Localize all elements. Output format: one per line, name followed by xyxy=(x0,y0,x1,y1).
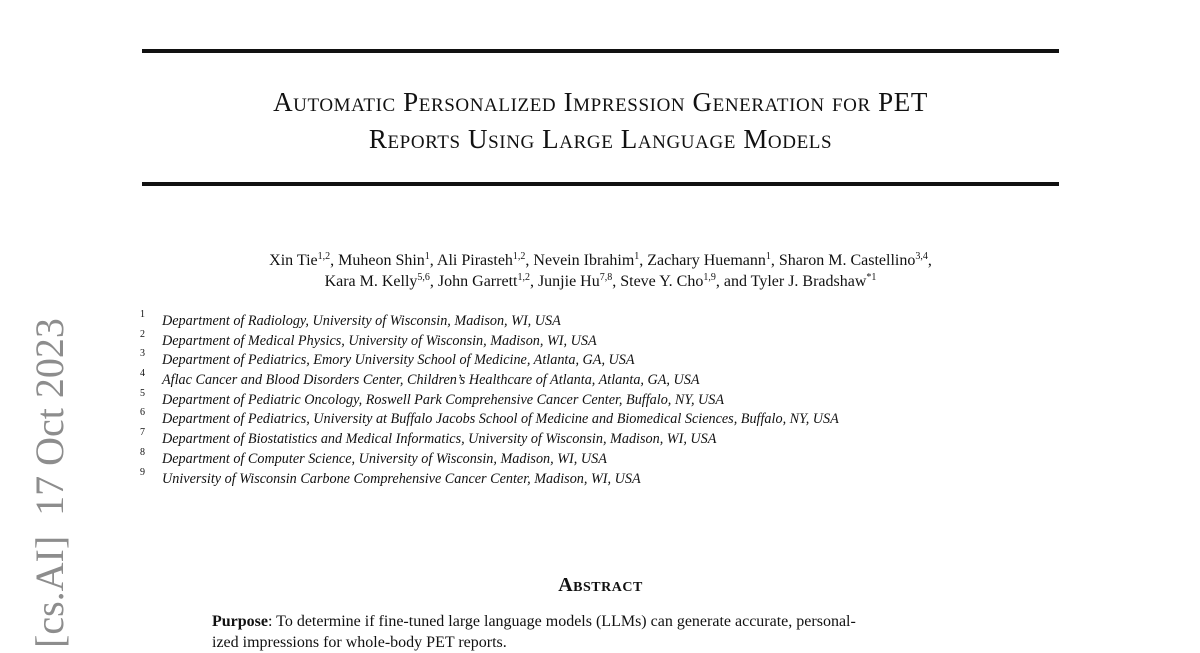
purpose-text-line-1: : To determine if fine-tuned large language models (LLMs) can generate accurate, personal- xyxy=(268,613,856,630)
author-name: John Garrett xyxy=(437,273,518,290)
author-name: Xin Tie xyxy=(269,252,318,269)
author-separator: , xyxy=(429,252,437,269)
affiliation-text: Department of Computer Science, University of Wisconsin, Madison, WI, USA xyxy=(162,450,607,467)
purpose-text-line-2: ized impressions for whole-body PET reports. xyxy=(212,634,507,651)
affiliation-text: University of Wisconsin Carbone Comprehensive Cancer Center, Madison, WI, USA xyxy=(162,470,641,487)
author-separator: , xyxy=(612,273,621,290)
author-name: Steve Y. Cho xyxy=(620,273,704,290)
arxiv-stamp: [cs.AI] 17 Oct 2023 xyxy=(27,318,72,648)
author-name: Ali Pirasteh xyxy=(436,252,513,269)
affiliation-text: Department of Pediatrics, Emory University School of Medicine, Atlanta, GA, USA xyxy=(162,352,635,369)
purpose-label: Purpose xyxy=(212,613,268,630)
affiliation-item xyxy=(140,368,1140,392)
author-name: Muheon Shin xyxy=(338,252,425,269)
author-affiliation-marker: 3,4 xyxy=(915,251,928,262)
affiliation-text: Department of Pediatrics, University at Buffalo Jacobs School of Medicine and Biomedical Sciences, Buffalo, NY, USA xyxy=(162,411,839,428)
affiliation-text: Department of Biostatistics and Medical Informatics, University of Wisconsin, Madison, WI, USA xyxy=(162,431,717,448)
affiliation-item xyxy=(140,446,1140,471)
title-top-rule xyxy=(142,49,1059,53)
author-affiliation-marker: 5,6 xyxy=(417,272,430,283)
affiliation-item xyxy=(140,427,1140,451)
author-separator: , xyxy=(429,273,438,290)
author-separator: , xyxy=(927,252,932,269)
author-separator: , xyxy=(525,252,534,269)
author-affiliation-marker: 1 xyxy=(765,251,771,262)
title-bottom-rule xyxy=(142,182,1059,186)
author-name: Junjie Hu xyxy=(537,273,600,290)
author-affiliation-marker: *1 xyxy=(866,272,877,283)
affiliation-item xyxy=(140,387,1140,412)
author-separator: , xyxy=(330,252,339,269)
affiliation-number: 1 xyxy=(140,309,145,320)
author-name: Nevein Ibrahim xyxy=(533,252,635,269)
affiliation-item xyxy=(140,309,1140,333)
author-affiliation-marker: 1 xyxy=(424,251,430,262)
affiliation-item xyxy=(140,348,1140,372)
author-name: Kara M. Kelly xyxy=(324,273,418,290)
author-separator: , and xyxy=(715,273,751,290)
affiliation-text: Department of Radiology, University of Wisconsin, Madison, WI, USA xyxy=(162,313,561,329)
author-affiliation-marker: 7,8 xyxy=(599,272,613,283)
paper-title-line-2: Reports Using Large Language Models xyxy=(368,124,833,154)
author-line-2 xyxy=(142,271,1059,292)
author-name: Sharon M. Castellino xyxy=(778,252,916,269)
affiliation-item xyxy=(140,328,1140,353)
author-name: Tyler J. Bradshaw xyxy=(750,273,867,290)
affiliation-number: 7 xyxy=(140,427,145,439)
affiliation-item xyxy=(140,407,1140,431)
author-affiliation-marker: 1,2 xyxy=(317,251,331,262)
author-separator: , xyxy=(770,252,779,269)
affiliation-number: 8 xyxy=(140,446,145,458)
affiliation-list xyxy=(140,309,1140,490)
affiliation-number: 9 xyxy=(140,466,145,478)
author-name: Zachary Huemann xyxy=(647,252,766,269)
affiliation-item xyxy=(140,466,1140,491)
author-separator: , xyxy=(639,252,648,269)
affiliation-number: 4 xyxy=(140,368,145,380)
affiliation-text: Department of Pediatric Oncology, Roswell Park Comprehensive Cancer Center, Buffalo, NY, USA xyxy=(162,391,725,408)
author-affiliation-marker: 1,9 xyxy=(703,272,716,283)
abstract-heading: Abstract xyxy=(558,574,643,596)
paper-title-line-1: Automatic Personalized Impression Generation for PET xyxy=(273,87,928,117)
abstract-purpose xyxy=(212,611,1002,653)
affiliation-number: 5 xyxy=(140,387,145,399)
affiliation-number: 3 xyxy=(140,348,145,360)
author-affiliation-marker: 1 xyxy=(634,251,640,262)
author-affiliation-marker: 1,2 xyxy=(517,272,530,283)
affiliation-number: 6 xyxy=(140,407,145,419)
affiliation-text: Aflac Cancer and Blood Disorders Center, Children’s Healthcare of Atlanta, Atlanta, GA, USA xyxy=(162,372,700,389)
author-line-1 xyxy=(142,250,1059,271)
author-separator: , xyxy=(529,273,538,290)
author-affiliation-marker: 1,2 xyxy=(512,251,526,262)
affiliation-number: 2 xyxy=(140,328,145,340)
affiliation-text: Department of Medical Physics, University of Wisconsin, Madison, WI, USA xyxy=(162,332,597,349)
